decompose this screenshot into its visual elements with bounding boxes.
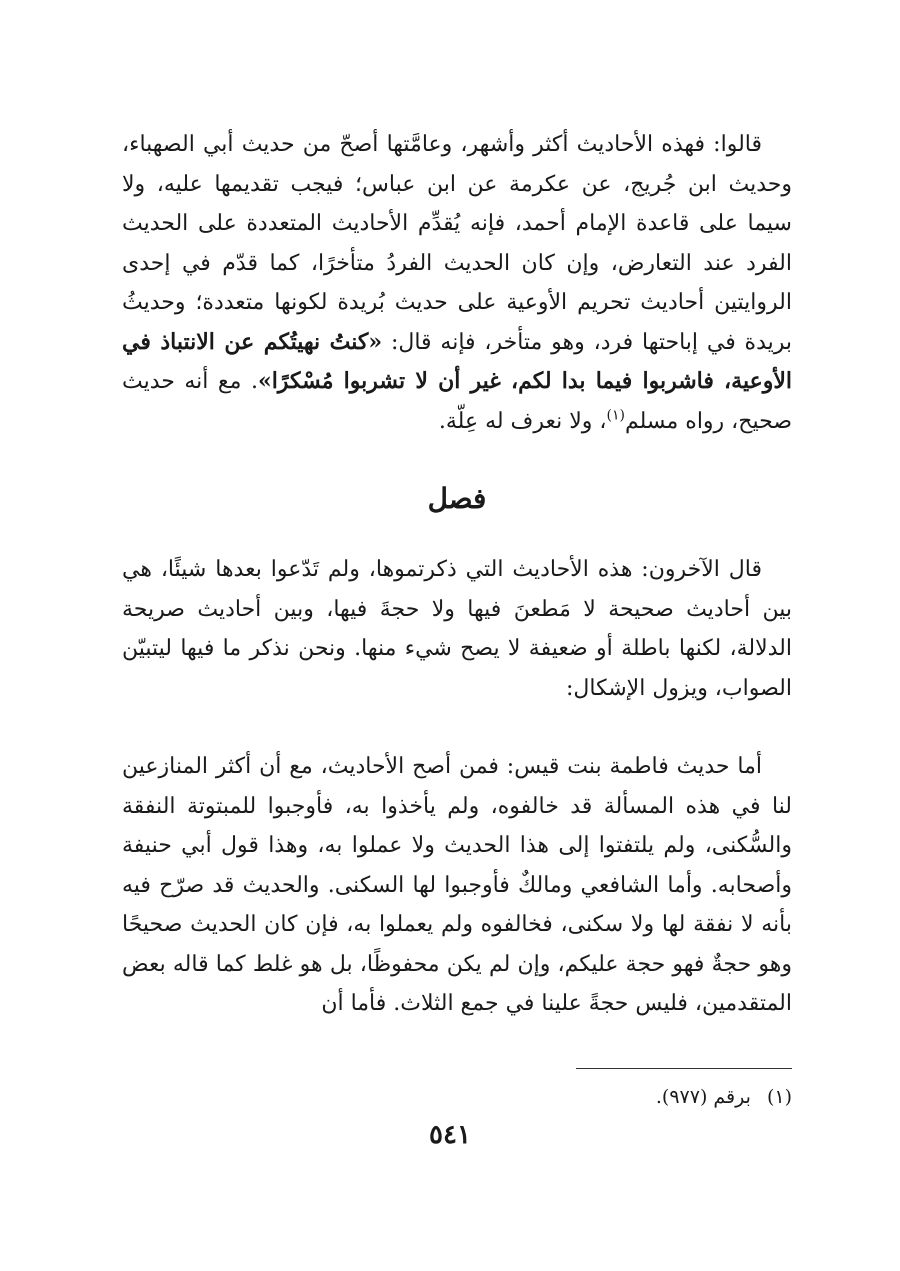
paragraph-1-part-c: ، ولا نعرف له عِلّة.	[438, 408, 607, 434]
paragraph-1-text	[122, 125, 792, 441]
page-number: ٥٤١	[429, 1120, 471, 1150]
footnote-reference: (١)	[606, 407, 625, 424]
hadith-quote: «كنتُ نهيتُكم عن الانتباذ في الأوعية، فاشربوا فيما بدا لكم، غير أن لا تشربوا مُسْكرًا»	[122, 328, 792, 394]
footnote-number: (١)	[766, 1086, 792, 1108]
footnote	[122, 1083, 792, 1111]
footnote-divider	[576, 1068, 792, 1069]
paragraph-1-part-b: . مع أنه حديث صحيح، رواه مسلم	[122, 369, 792, 434]
section-heading: فصل	[427, 482, 487, 515]
paragraph-1-part-a: قالوا: فهذه الأحاديث أكثر وأشهر، وعامَّتها أصحّ من حديث أبي الصهباء، وحديث ابن جُريج، عن عكرمة عن ابن عباس؛ فيجب تقديمها عليه، ولا سيما على قاعدة الإمام أحمد، فإنه يُقدِّم الأحاديث المتعددة على الحديث الفرد عند التعارض، وإن كان الحديث الفردُ متأخرًا، كما قدّم في إحدى الروايتين أحاديث تحريم الأوعية على حديث بُريدة لكونها متعددة؛ وحديثُ بريدة في إباحتها فرد، وهو متأخر، فإنه قال:	[122, 132, 792, 355]
paragraph-2	[122, 550, 792, 708]
footnote-text: برقم (٩٧٧).	[655, 1086, 751, 1108]
paragraph-3	[122, 747, 792, 1024]
paragraph-3-text: أما حديث فاطمة بنت قيس: فمن أصح الأحاديث، مع أن أكثر المنازعين لنا في هذه المسألة قد خالفوه، ولم يأخذوا به، فأوجبوا للمبتوتة النفقة والسُّكنى، ولم يلتفتوا إلى هذا الحديث ولا عملوا به، وهذا قول أبي حنيفة وأصحابه. وأما الشافعي ومالكٌ فأوجبوا لها السكنى. والحديث قد صرّح فيه بأنه لا نفقة لها ولا سكنى، فخالفوه ولم يعملوا به، فإن كان الحديث صحيحًا وهو حجةٌ فهو حجة عليكم، وإن لم يكن محفوظًا، بل هو غلط كما قاله بعض المتقدمين، فليس حجةً علينا في جمع الثلاث. فأما أن	[122, 754, 792, 1016]
paragraph-1	[122, 125, 792, 441]
paragraph-2-text: قال الآخرون: هذه الأحاديث التي ذكرتموها، ولم تَدّعوا بعدها شيئًا، هي بين أحاديث صحيحة لا مَطعنَ فيها ولا حجةَ فيها، وبين أحاديث صريحة الدلالة، لكنها باطلة أو ضعيفة لا يصح شيء منها. ونحن نذكر ما فيها ليتبيّن الصواب، ويزول الإشكال:	[122, 557, 792, 701]
